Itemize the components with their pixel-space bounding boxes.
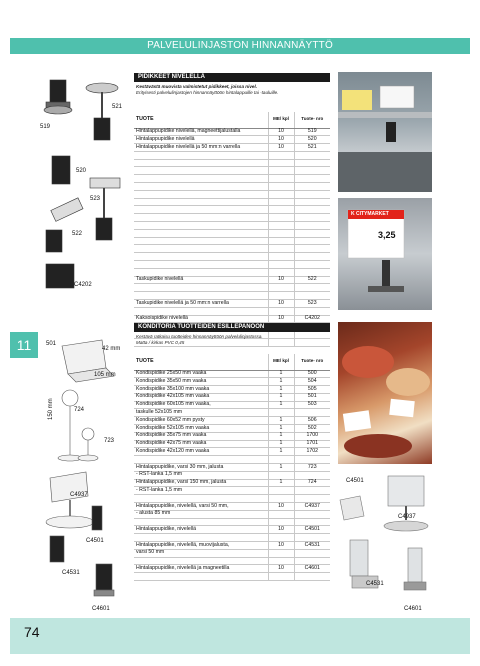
table-row [134, 526, 330, 534]
unit-cell: 1 [268, 440, 294, 448]
table-row [134, 253, 330, 261]
product-number-cell [294, 557, 330, 565]
product-name-cell: Kondispidike 60x105 mm vaaka, [134, 401, 268, 409]
product-number-cell [294, 307, 330, 315]
unit-cell [268, 261, 294, 269]
unit-cell [268, 206, 294, 214]
section1-subtitle-text: Erityisesti palvelulinjastojen hinnannäyttöön hintalappuille tai -tauluille. [136, 90, 279, 96]
unit-cell: 1 [268, 401, 294, 409]
unit-cell [268, 159, 294, 167]
label-523: 523 [90, 196, 101, 202]
label-c4501-left: C4501 [86, 538, 104, 544]
product-name-cell [134, 534, 268, 542]
unit-cell: 10 [268, 136, 294, 144]
product-number-cell: 523 [294, 300, 330, 308]
product-name-cell: Kondispidike 42x75 mm vaaka [134, 440, 268, 448]
table-row [134, 159, 330, 167]
table-header-cell: ME/ kpl [268, 112, 294, 128]
product-name-cell: Kondispidike 60x52 mm pysty [134, 417, 268, 425]
table-row [134, 245, 330, 253]
unit-cell [268, 253, 294, 261]
table-row [134, 464, 330, 472]
product-number-cell: 522 [294, 276, 330, 284]
table-row [134, 542, 330, 550]
section1-subtitle [136, 84, 330, 96]
product-name-cell [134, 573, 268, 581]
product-name-cell: Kondispidike 35x100 mm vaaka [134, 386, 268, 394]
product-name-cell: Hintalappupidike, nivelellä, varsi 50 mm, [134, 503, 268, 511]
table-row [134, 503, 330, 511]
unit-cell [268, 557, 294, 565]
section2-product-drawings [40, 336, 132, 606]
unit-cell: 10 [268, 542, 294, 550]
table-header-cell: ME/ kpl [268, 354, 294, 370]
product-name-cell [134, 268, 268, 276]
unit-cell [268, 214, 294, 222]
product-name-cell [134, 183, 268, 191]
product-number-cell [294, 253, 330, 261]
table-row [134, 206, 330, 214]
section2-right-drawings [338, 470, 438, 610]
photo-shelf-display [338, 72, 432, 192]
product-number-cell: 502 [294, 425, 330, 433]
unit-cell: 1 [268, 448, 294, 456]
product-name-cell: Kondispidike 52x105 mm vaaka [134, 425, 268, 433]
unit-cell: 1 [268, 378, 294, 386]
product-name-cell [134, 167, 268, 175]
unit-cell [268, 510, 294, 518]
label-522: 522 [72, 231, 83, 237]
table-header-cell: TUOTE [134, 112, 268, 128]
section2-subtitle-text: Kestävä ratkaisu tuotteiden hinnannäyttöön palvelulinjastossa. [136, 334, 263, 339]
table-row [134, 144, 330, 152]
product-number-cell: 505 [294, 386, 330, 394]
table-row [134, 307, 330, 315]
unit-cell [268, 471, 294, 479]
clip-520-drawing [52, 156, 70, 184]
table-row [134, 370, 330, 378]
table-row [134, 378, 330, 386]
product-number-cell [294, 198, 330, 206]
product-number-cell [294, 214, 330, 222]
product-name-cell: Hintalappupidike nivelellä, magneettijalustalla [134, 128, 268, 136]
product-number-cell [294, 237, 330, 245]
product-number-cell [294, 190, 330, 198]
unit-cell [268, 167, 294, 175]
product-number-cell: 1702 [294, 448, 330, 456]
product-number-cell [294, 409, 330, 417]
holder-c4501-drawing [92, 506, 102, 530]
product-number-cell: C4202 [294, 315, 330, 323]
unit-cell [268, 268, 294, 276]
unit-cell: 10 [268, 144, 294, 152]
holder-c4601-drawing [96, 564, 112, 590]
product-name-cell [134, 214, 268, 222]
product-name-cell: Hintalappupidike nivelellä [134, 136, 268, 144]
table-row [134, 573, 330, 581]
product-number-cell: 1700 [294, 432, 330, 440]
table-row [134, 167, 330, 175]
table-row [134, 510, 330, 518]
unit-cell: 10 [268, 526, 294, 534]
product-name-cell [134, 151, 268, 159]
holder-723-drawing [82, 428, 94, 440]
table-row [134, 409, 330, 417]
product-name-cell [134, 253, 268, 261]
sign-store-name: K CITYMARKET [351, 211, 389, 217]
product-name-cell [134, 206, 268, 214]
table-row [134, 386, 330, 394]
product-number-cell [294, 268, 330, 276]
table-row [134, 237, 330, 245]
product-name-cell: - RST-lanka 1,5 mm [134, 487, 268, 495]
table-row [134, 448, 330, 456]
unit-cell: 10 [268, 503, 294, 511]
label-501: 501 [46, 341, 57, 347]
product-number-cell [294, 222, 330, 230]
table-row [134, 565, 330, 573]
holder-c4531-drawing [50, 536, 64, 562]
table-row [134, 183, 330, 191]
product-name-cell [134, 198, 268, 206]
product-number-cell [294, 151, 330, 159]
product-name-cell [134, 284, 268, 292]
section2-subtitle-material: Matta / kirkas PVC 0,45 [136, 340, 185, 346]
section2-product-table [134, 354, 330, 581]
table-row [134, 440, 330, 448]
product-name-cell: Hintalappupidike, nivelellä ja magneetilla [134, 565, 268, 573]
product-number-cell [294, 284, 330, 292]
table-row [134, 214, 330, 222]
unit-cell [268, 495, 294, 503]
product-number-cell [294, 573, 330, 581]
product-name-cell: - alusta 85 mm [134, 510, 268, 518]
product-name-cell: Kaksoispidike nivelellä [134, 315, 268, 323]
product-number-cell [294, 245, 330, 253]
product-number-cell: 503 [294, 401, 330, 409]
table-row [134, 456, 330, 464]
table-row [134, 276, 330, 284]
pocket-523-drawing [90, 178, 120, 188]
unit-cell [268, 456, 294, 464]
table-row [134, 401, 330, 409]
unit-cell: 10 [268, 276, 294, 284]
product-number-cell [294, 167, 330, 175]
label-c4937-left: C4937 [70, 492, 88, 498]
product-number-cell [294, 456, 330, 464]
table-row [134, 487, 330, 495]
product-name-cell: Hintalappupidike, nivelellä [134, 526, 268, 534]
unit-cell [268, 409, 294, 417]
product-number-cell: 504 [294, 378, 330, 386]
table-row [134, 518, 330, 526]
unit-cell: 1 [268, 417, 294, 425]
product-name-cell [134, 518, 268, 526]
label-c4601-right: C4601 [404, 606, 422, 612]
product-name-cell [134, 175, 268, 183]
product-number-cell: 519 [294, 128, 330, 136]
table-row [134, 549, 330, 557]
product-number-cell [294, 471, 330, 479]
unit-cell: 1 [268, 425, 294, 433]
product-name-cell: Hintalappupidike, varsi 150 mm, jalusta [134, 479, 268, 487]
unit-cell: 1 [268, 432, 294, 440]
product-number-cell [294, 518, 330, 526]
label-c4531-left: C4531 [62, 570, 80, 576]
product-number-cell: C4937 [294, 503, 330, 511]
unit-cell: 10 [268, 315, 294, 323]
product-number-cell [294, 487, 330, 495]
unit-cell: 10 [268, 565, 294, 573]
section2-subtitle [136, 334, 330, 346]
unit-cell: 1 [268, 464, 294, 472]
table-row [134, 151, 330, 159]
product-number-cell [294, 206, 330, 214]
table-row [134, 136, 330, 144]
product-number-cell: 1701 [294, 440, 330, 448]
unit-cell [268, 284, 294, 292]
table-row [134, 417, 330, 425]
table-row [134, 175, 330, 183]
product-name-cell: Kondispidike 35x75 mm vaaka [134, 432, 268, 440]
product-name-cell [134, 495, 268, 503]
unit-cell [268, 237, 294, 245]
product-number-cell [294, 292, 330, 300]
product-number-cell: C4501 [294, 526, 330, 534]
section2-title: KONDITORIA TUOTTEIDEN ESILLEPANOON [134, 323, 330, 332]
product-name-cell [134, 222, 268, 230]
label-519: 519 [40, 124, 51, 130]
photo-bakery-display [338, 322, 432, 464]
clip-521-drawing [86, 83, 118, 93]
product-name-cell: Hintalappupidike, nivelellä, muovijalusta, [134, 542, 268, 550]
table-row [134, 471, 330, 479]
table-header-row [134, 112, 330, 128]
product-number-cell: 724 [294, 479, 330, 487]
unit-cell: 1 [268, 393, 294, 401]
product-number-cell [294, 159, 330, 167]
clip-519-drawing [50, 80, 66, 102]
unit-cell [268, 190, 294, 198]
product-number-cell [294, 534, 330, 542]
product-name-cell [134, 456, 268, 464]
label-c4937-right: C4937 [398, 514, 416, 520]
unit-cell [268, 518, 294, 526]
product-name-cell: Taskupidike nivelellä ja 50 mm:n varrella [134, 300, 268, 308]
table-row [134, 190, 330, 198]
section1-title: PIDIKKEET NIVELELLÄ [134, 73, 330, 82]
product-name-cell [134, 261, 268, 269]
holder-c4937-photo [384, 521, 428, 531]
product-name-cell [134, 237, 268, 245]
product-name-cell [134, 190, 268, 198]
product-name-cell [134, 292, 268, 300]
product-name-cell [134, 557, 268, 565]
table-row [134, 557, 330, 565]
unit-cell: 1 [268, 479, 294, 487]
unit-cell: 1 [268, 370, 294, 378]
unit-cell [268, 183, 294, 191]
label-c4601-left: C4601 [92, 606, 110, 612]
unit-cell: 10 [268, 128, 294, 136]
table-row [134, 393, 330, 401]
sign-price: 3,25 [378, 230, 396, 240]
product-name-cell [134, 245, 268, 253]
label-724: 724 [74, 407, 85, 413]
product-number-cell: 520 [294, 136, 330, 144]
product-name-cell [134, 307, 268, 315]
table-row [134, 268, 330, 276]
product-name-cell: Kondispidike 42x105 mm vaaka [134, 393, 268, 401]
product-name-cell: Kondispidike 42x120 mm vaaka [134, 448, 268, 456]
page-footer [10, 618, 470, 654]
section1-subtitle-bold: Kestävästä muovista valmistetut pidikkeet, joissa nivel. [136, 84, 258, 89]
product-name-cell: Hintalappupidike nivelellä ja 50 mm:n varrella [134, 144, 268, 152]
unit-cell [268, 151, 294, 159]
pocket-522-drawing [51, 198, 83, 222]
holder-c4601-photo [408, 548, 422, 582]
product-name-cell [134, 159, 268, 167]
label-c4531-right: C4531 [366, 581, 384, 587]
product-number-cell: 723 [294, 464, 330, 472]
label-521: 521 [112, 104, 123, 110]
product-number-cell: C4531 [294, 542, 330, 550]
product-name-cell: Taskupidike nivelellä [134, 276, 268, 284]
unit-cell [268, 549, 294, 557]
table-row [134, 222, 330, 230]
table-row [134, 261, 330, 269]
product-name-cell: taskulle 52x105 mm [134, 409, 268, 417]
table-row [134, 198, 330, 206]
photo-price-sign [338, 198, 432, 310]
product-number-cell [294, 175, 330, 183]
page-banner: PALVELULINJASTON HINNANNÄYTTÖ [10, 38, 470, 54]
unit-cell [268, 487, 294, 495]
unit-cell [268, 245, 294, 253]
label-150mm: 150 mm [48, 398, 54, 420]
product-name-cell: Hintalappupidike, varsi 30 mm, jalusta [134, 464, 268, 472]
clip-c4202-drawing [46, 264, 74, 288]
product-number-cell: 521 [294, 144, 330, 152]
product-number-cell [294, 495, 330, 503]
table-row [134, 128, 330, 136]
product-number-cell: 500 [294, 370, 330, 378]
product-name-cell: Kondispidike 25x50 mm vaaka [134, 370, 268, 378]
table-row [134, 534, 330, 542]
label-c4501-right: C4501 [346, 478, 364, 484]
unit-cell [268, 222, 294, 230]
label-105mm: 105 mm [94, 372, 116, 378]
table-header-cell: Tuote- nro [294, 354, 330, 370]
product-number-cell: 506 [294, 417, 330, 425]
product-number-cell [294, 261, 330, 269]
product-number-cell [294, 549, 330, 557]
unit-cell [268, 198, 294, 206]
unit-cell [268, 292, 294, 300]
label-723: 723 [104, 438, 115, 444]
chapter-tab: 11 [10, 332, 38, 358]
table-row [134, 284, 330, 292]
holder-724-drawing [62, 390, 78, 406]
unit-cell [268, 229, 294, 237]
product-number-cell: 501 [294, 393, 330, 401]
unit-cell: 1 [268, 386, 294, 394]
product-number-cell [294, 510, 330, 518]
product-name-cell: - RST-lanka 1,5 mm [134, 471, 268, 479]
product-name-cell: Kondispidike 35x50 mm vaaka [134, 378, 268, 386]
table-row [134, 300, 330, 308]
label-520: 520 [76, 168, 87, 174]
unit-cell [268, 534, 294, 542]
unit-cell: 10 [268, 300, 294, 308]
page-number: 74 [24, 624, 40, 640]
product-name-cell [134, 229, 268, 237]
table-header-row [134, 354, 330, 370]
unit-cell [268, 573, 294, 581]
label-c4202: C4202 [74, 282, 92, 288]
table-row [134, 315, 330, 323]
table-row [134, 229, 330, 237]
holder-c4531-photo [350, 540, 368, 576]
table-header-cell: TUOTE [134, 354, 268, 370]
table-row [134, 292, 330, 300]
product-number-cell: C4601 [294, 565, 330, 573]
table-header-cell: Tuote- nro [294, 112, 330, 128]
table-row [134, 425, 330, 433]
product-name-cell: varsi 50 mm [134, 549, 268, 557]
product-number-cell [294, 229, 330, 237]
table-row [134, 432, 330, 440]
unit-cell [268, 307, 294, 315]
table-row [134, 479, 330, 487]
unit-cell [268, 175, 294, 183]
section1-product-table [134, 112, 330, 347]
table-row [134, 495, 330, 503]
product-number-cell [294, 183, 330, 191]
holder-c4501-photo [388, 476, 424, 506]
label-42mm: 42 mm [102, 346, 121, 352]
